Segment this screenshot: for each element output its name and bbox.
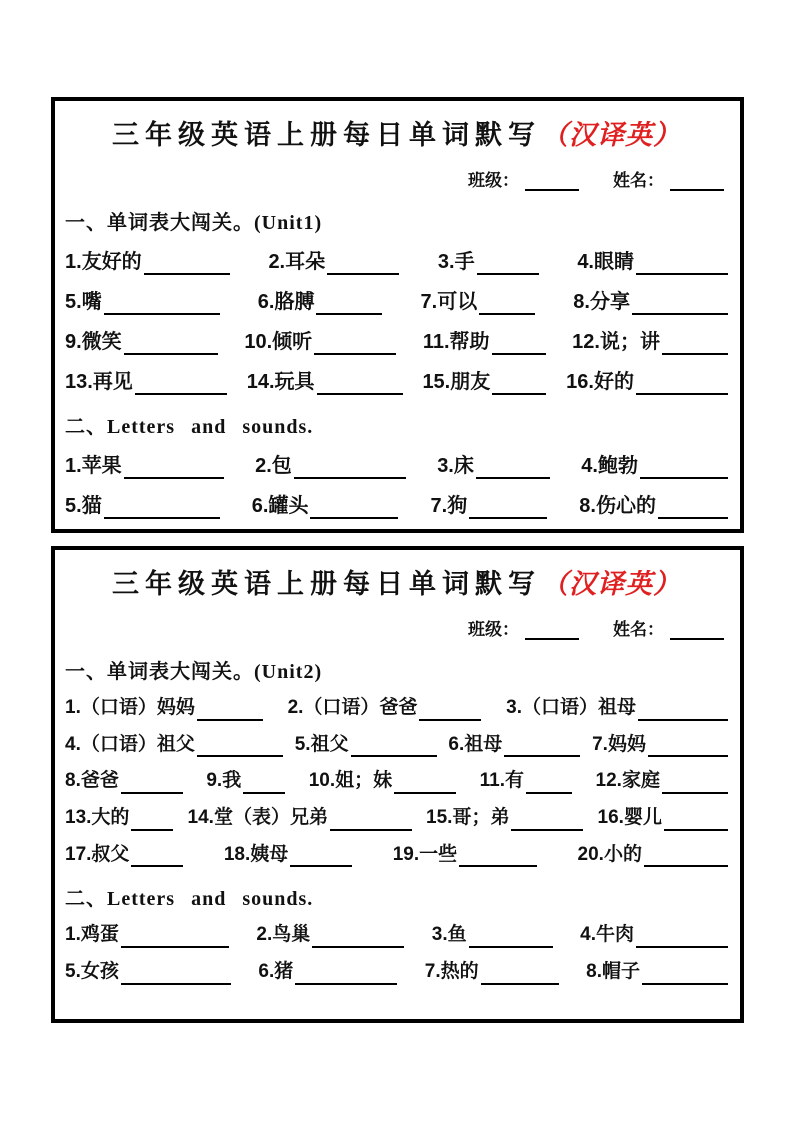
- title-badge: （汉译英）: [541, 569, 681, 599]
- name-field: [613, 615, 724, 640]
- word-item: [309, 769, 456, 794]
- item-word: 帮助: [449, 331, 490, 353]
- word-item: [596, 769, 728, 794]
- word-item: [65, 923, 229, 948]
- item-number: 1.: [65, 251, 82, 273]
- item-number: 1.: [65, 455, 82, 477]
- item-number: 9.: [65, 331, 82, 353]
- item-number: 6.: [251, 495, 269, 517]
- item-word: 分享: [589, 291, 630, 313]
- answer-blank: [124, 458, 224, 479]
- word-item: [268, 249, 399, 275]
- item-number: 2.: [287, 697, 304, 718]
- item-word: （口语）祖母: [521, 697, 636, 718]
- answer-blank: [640, 458, 728, 479]
- item-number: 4.: [580, 924, 596, 946]
- item-word: 祖母: [464, 733, 503, 755]
- item-number: 16.: [566, 371, 594, 393]
- item-word: 胳膊: [274, 291, 315, 313]
- item-number: 5.: [294, 733, 311, 755]
- class-field: [468, 166, 579, 191]
- item-word: 伤心的: [595, 495, 656, 517]
- item-number: 13.: [65, 371, 93, 393]
- word-item: [393, 843, 537, 868]
- word-item: [65, 769, 183, 794]
- item-word: 堂（表）兄弟: [213, 807, 328, 829]
- word-item: [65, 843, 183, 868]
- answer-blank: [648, 737, 728, 757]
- word-row: [65, 453, 728, 479]
- word-item: [252, 493, 399, 519]
- name-blank: [670, 173, 724, 191]
- item-number: 7.: [420, 291, 438, 313]
- class-blank: [525, 622, 579, 640]
- item-number: 13.: [65, 807, 92, 829]
- answer-blank: [316, 294, 382, 315]
- answer-blank: [310, 498, 398, 519]
- item-word: 我: [222, 770, 242, 792]
- item-word: 女孩: [80, 961, 119, 983]
- sheet-title-text: 三年级英语上册每日单词默写: [112, 569, 541, 599]
- item-number: 3.: [431, 924, 448, 946]
- item-number: 19.: [392, 843, 420, 865]
- word-item: [65, 329, 218, 355]
- item-word: 玩具: [274, 371, 315, 393]
- answer-blank: [636, 374, 728, 395]
- answer-blank: [144, 254, 230, 275]
- word-item: [65, 960, 231, 985]
- item-word: 姐；妹: [335, 770, 393, 792]
- item-number: 3.: [506, 697, 522, 718]
- word-item: [592, 733, 728, 758]
- word-row: [65, 733, 728, 758]
- word-item: [65, 289, 220, 315]
- item-word: 嘴: [81, 291, 102, 313]
- word-item: [448, 733, 580, 758]
- item-number: 14.: [246, 371, 275, 393]
- item-word: 眼睛: [594, 251, 634, 273]
- item-number: 2.: [255, 455, 272, 477]
- item-number: 2.: [268, 251, 286, 273]
- worksheet-unit2: [51, 546, 744, 1023]
- answer-blank: [479, 294, 535, 315]
- item-word: 牛肉: [595, 924, 634, 946]
- item-word: （口语）妈妈: [80, 697, 195, 718]
- word-row: [65, 923, 728, 948]
- class-blank: [525, 173, 579, 191]
- word-item: [65, 696, 263, 721]
- word-item: [598, 806, 728, 831]
- word-row: [65, 696, 728, 721]
- item-number: 10.: [308, 770, 336, 792]
- item-number: 15.: [426, 807, 453, 829]
- answer-blank: [131, 811, 173, 831]
- answer-blank: [477, 254, 539, 275]
- word-row: [65, 806, 728, 831]
- item-number: 5.: [65, 291, 82, 313]
- word-item: [580, 923, 728, 948]
- answer-blank: [121, 774, 183, 794]
- answer-blank: [312, 928, 404, 948]
- item-number: 11.: [479, 770, 506, 792]
- item-word: 可以: [437, 291, 478, 313]
- item-number: 6.: [258, 961, 275, 983]
- answer-blank: [330, 811, 412, 831]
- answer-blank: [662, 334, 728, 355]
- word-row: [65, 960, 728, 985]
- answer-blank: [294, 458, 406, 479]
- item-word: 大的: [91, 807, 130, 829]
- answer-blank: [121, 965, 231, 985]
- word-item: [224, 843, 352, 868]
- answer-blank: [636, 254, 728, 275]
- word-item: [506, 696, 728, 721]
- item-word: 帽子: [601, 961, 640, 983]
- item-word: 哥；弟: [452, 807, 510, 829]
- answer-blank: [469, 928, 553, 948]
- answer-blank: [197, 701, 263, 721]
- word-item: [422, 369, 546, 395]
- item-word: 有: [505, 770, 525, 792]
- class-field: [468, 615, 579, 640]
- title-badge: （汉译英）: [541, 120, 681, 150]
- item-word: 好的: [593, 371, 634, 393]
- item-word: 一些: [419, 843, 458, 865]
- answer-blank: [459, 847, 537, 867]
- word-item: [480, 769, 572, 794]
- item-number: 6.: [257, 291, 275, 313]
- item-word: 鲍勃: [597, 455, 638, 477]
- name-blank: [670, 622, 724, 640]
- item-word: 再见: [92, 371, 133, 393]
- part2-heading: 二、Letters and sounds.: [65, 888, 314, 911]
- item-number: 4.: [581, 455, 598, 477]
- item-word: 苹果: [81, 455, 122, 477]
- item-word: 友好的: [81, 251, 142, 273]
- item-number: 16.: [597, 807, 624, 829]
- item-number: 4.: [65, 733, 81, 755]
- answer-blank: [197, 737, 283, 757]
- item-word: 家庭: [621, 770, 660, 792]
- item-number: 10.: [244, 331, 273, 353]
- answer-blank: [644, 847, 728, 867]
- answer-blank: [394, 774, 456, 794]
- item-word: 鱼: [447, 924, 467, 946]
- item-number: 2.: [256, 924, 273, 946]
- word-item: [432, 923, 553, 948]
- answer-blank: [638, 701, 728, 721]
- word-item: [206, 769, 285, 794]
- word-row: [65, 769, 728, 794]
- word-item: [256, 923, 404, 948]
- item-word: 包: [271, 455, 292, 477]
- word-item: [579, 493, 728, 519]
- answer-blank: [664, 811, 728, 831]
- item-word: 狗: [447, 495, 468, 517]
- item-number: 8.: [573, 291, 590, 313]
- word-row: [65, 249, 728, 275]
- item-number: 12.: [572, 331, 600, 353]
- item-word: 姨母: [250, 843, 289, 865]
- word-item: [426, 806, 583, 831]
- item-number: 8.: [65, 770, 81, 792]
- class-label: 班级：: [468, 171, 519, 190]
- item-word: 猫: [81, 495, 102, 517]
- answer-blank: [419, 701, 481, 721]
- answer-blank: [632, 294, 728, 315]
- answer-blank: [662, 774, 728, 794]
- item-word: 罐头: [268, 495, 309, 517]
- word-item: [65, 453, 224, 479]
- item-number: 11.: [422, 331, 450, 353]
- word-item: [258, 960, 397, 985]
- word-item: [65, 249, 230, 275]
- item-word: 床: [453, 455, 474, 477]
- word-item: [188, 806, 412, 831]
- id-line: [65, 166, 724, 191]
- name-label: 姓名：: [613, 171, 664, 190]
- item-word: 妈妈: [607, 733, 646, 755]
- item-word: （口语）祖父: [80, 733, 195, 755]
- word-row: [65, 329, 728, 355]
- answer-blank: [492, 374, 546, 395]
- item-number: 4.: [577, 251, 594, 273]
- word-item: [423, 329, 546, 355]
- item-word: 祖父: [310, 733, 349, 755]
- answer-blank: [476, 458, 550, 479]
- item-number: 12.: [595, 770, 622, 792]
- word-item: [244, 329, 396, 355]
- item-number: 14.: [187, 807, 214, 829]
- item-word: 耳朵: [285, 251, 326, 273]
- word-item: [258, 289, 383, 315]
- item-word: 热的: [440, 961, 479, 983]
- word-item: [255, 453, 406, 479]
- word-row: [65, 289, 728, 315]
- part1-heading: 一、单词表大闯关。(Unit2): [65, 661, 323, 683]
- item-word: 小的: [603, 843, 642, 865]
- word-item: [578, 843, 728, 868]
- word-item: [431, 493, 548, 519]
- item-number: 7.: [592, 733, 608, 755]
- part1-heading: 一、单词表大闯关。(Unit1): [65, 212, 323, 234]
- item-word: 叔父: [91, 843, 130, 865]
- word-item: [288, 696, 482, 721]
- item-word: 鸟巢: [272, 924, 311, 946]
- word-item: [421, 289, 536, 315]
- sheet-title: [65, 562, 728, 601]
- word-row: [65, 369, 728, 395]
- word-item: [65, 806, 173, 831]
- item-number: 5.: [65, 495, 82, 517]
- item-word: 倾听: [272, 331, 313, 353]
- answer-blank: [511, 811, 583, 831]
- item-word: 手: [454, 251, 475, 273]
- item-word: 朋友: [450, 371, 491, 393]
- item-word: 微笑: [81, 331, 122, 353]
- answer-blank: [642, 965, 728, 985]
- id-line: [65, 615, 724, 640]
- item-word: 鸡蛋: [80, 924, 119, 946]
- word-item: [572, 329, 728, 355]
- answer-blank: [295, 965, 397, 985]
- part2-heading: 二、Letters and sounds.: [65, 416, 314, 438]
- answer-blank: [658, 498, 728, 519]
- item-number: 3.: [437, 251, 455, 273]
- word-item: [566, 369, 728, 395]
- answer-blank: [314, 334, 396, 355]
- item-number: 7.: [430, 495, 448, 517]
- answer-blank: [481, 965, 559, 985]
- item-number: 9.: [206, 770, 223, 792]
- word-row: [65, 843, 728, 868]
- answer-blank: [124, 334, 218, 355]
- answer-blank: [492, 334, 546, 355]
- word-item: [425, 960, 559, 985]
- word-item: [65, 493, 220, 519]
- answer-blank: [135, 374, 227, 395]
- answer-blank: [104, 294, 220, 315]
- item-number: 17.: [65, 843, 92, 865]
- worksheet-unit1: [51, 97, 744, 533]
- sheet-title: [65, 113, 728, 152]
- word-item: [295, 733, 437, 758]
- item-number: 18.: [223, 843, 251, 865]
- item-number: 1.: [65, 924, 81, 946]
- word-item: [65, 369, 227, 395]
- word-item: [581, 453, 728, 479]
- item-number: 5.: [65, 961, 81, 983]
- item-number: 20.: [577, 843, 604, 865]
- answer-blank: [636, 928, 728, 948]
- item-word: （口语）爸爸: [303, 697, 418, 718]
- word-item: [573, 289, 728, 315]
- name-field: [613, 166, 724, 191]
- item-number: 1.: [65, 697, 81, 718]
- answer-blank: [104, 498, 220, 519]
- name-label: 姓名：: [613, 620, 664, 639]
- part2-word-rows: [65, 923, 728, 984]
- part1-word-rows: [65, 696, 728, 867]
- item-number: 15.: [422, 371, 451, 393]
- sheet-title-text: 三年级英语上册每日单词默写: [112, 120, 541, 150]
- item-number: 6.: [448, 733, 465, 755]
- item-word: 说；讲: [599, 331, 660, 353]
- item-number: 3.: [437, 455, 454, 477]
- answer-blank: [131, 847, 183, 867]
- answer-blank: [504, 737, 580, 757]
- word-row: [65, 493, 728, 519]
- word-item: [247, 369, 403, 395]
- answer-blank: [327, 254, 399, 275]
- answer-blank: [469, 498, 547, 519]
- answer-blank: [121, 928, 229, 948]
- item-number: 7.: [424, 961, 441, 983]
- word-item: [438, 249, 539, 275]
- part1-word-rows: [65, 249, 728, 395]
- class-label: 班级：: [468, 620, 519, 639]
- answer-blank: [243, 774, 285, 794]
- word-item: [586, 960, 728, 985]
- item-number: 8.: [586, 961, 602, 983]
- word-item: [577, 249, 728, 275]
- word-item: [437, 453, 550, 479]
- item-word: 猪: [274, 961, 294, 983]
- answer-blank: [526, 774, 572, 794]
- answer-blank: [290, 847, 352, 867]
- word-item: [65, 733, 283, 758]
- answer-blank: [351, 737, 437, 757]
- answer-blank: [317, 374, 403, 395]
- item-word: 婴儿: [623, 807, 662, 829]
- item-number: 8.: [579, 495, 596, 517]
- part2-word-rows: [65, 453, 728, 519]
- item-word: 爸爸: [80, 770, 119, 792]
